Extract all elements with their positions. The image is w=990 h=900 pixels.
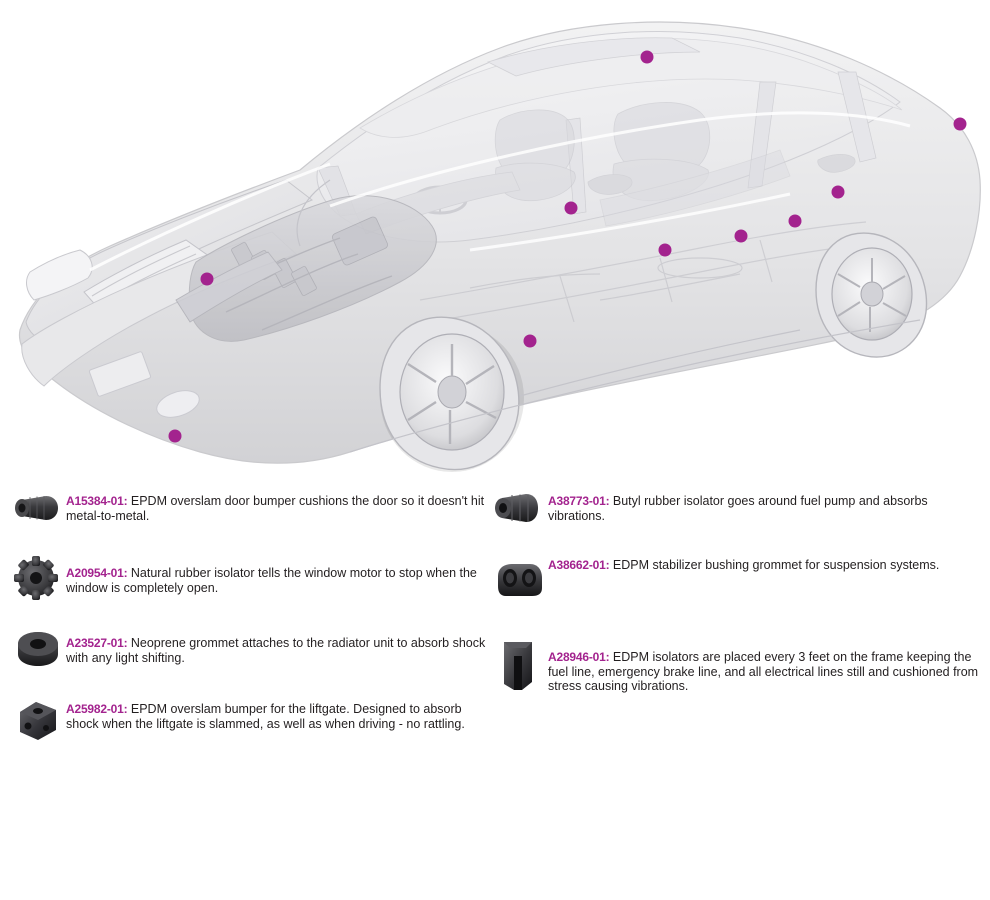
hotspot-rear-quarter[interactable] <box>954 118 967 131</box>
part-code: A15384-01: <box>66 494 128 508</box>
legend-item[interactable] <box>10 554 490 606</box>
part-description: Butyl rubber isolator goes around fuel pump and absorbs vibrations. <box>548 494 928 523</box>
legend-text <box>66 694 490 731</box>
legend-text <box>548 554 939 573</box>
parts-legend <box>0 484 990 784</box>
oversslam-door-bumper-thumb <box>10 484 66 536</box>
part-description: Neoprene grommet attaches to the radiator unit to absorb shock with any light shifting. <box>66 636 486 665</box>
butyl-rubber-isolator-thumb <box>492 484 548 536</box>
hotspot-front-bumper[interactable] <box>169 430 182 443</box>
legend-text <box>548 636 982 694</box>
part-description: EPDM overslam door bumper cushions the door so it doesn't hit metal-to-metal. <box>66 494 485 523</box>
natural-rubber-isolator-thumb <box>10 554 66 606</box>
legend-text <box>66 484 490 523</box>
legend-item[interactable] <box>492 554 982 606</box>
legend-text <box>66 554 490 595</box>
legend-text <box>66 624 490 665</box>
hotspot-sunroof[interactable] <box>641 51 654 64</box>
part-code: A38773-01: <box>548 494 610 508</box>
part-description: EDPM isolators are placed every 3 feet on the frame keeping the fuel line, emergency brake line, and all electrical lines still and cushioned from stress causing vibrations. <box>548 650 979 694</box>
part-code: A25982-01: <box>66 702 128 716</box>
hotspot-center-console[interactable] <box>735 230 748 243</box>
legend-column-right <box>492 484 982 712</box>
part-description: EPDM overslam bumper for the liftgate. Designed to absorb shock when the liftgate is slammed, as well as when driving - no rattling. <box>66 702 465 731</box>
neoprene-grommet-thumb <box>10 624 66 676</box>
legend-item[interactable] <box>492 484 982 536</box>
legend-item[interactable] <box>10 624 490 676</box>
part-description: EDPM stabilizer bushing grommet for suspension systems. <box>612 558 940 572</box>
liftgate-overslam-bumper-thumb <box>10 694 66 746</box>
legend-item[interactable] <box>10 484 490 536</box>
part-code: A38662-01: <box>548 558 610 572</box>
hotspot-floor-pan[interactable] <box>659 244 672 257</box>
legend-column-left <box>10 484 490 764</box>
hotspot-rocker-panel[interactable] <box>524 335 537 348</box>
hotspot-rear-seat[interactable] <box>789 215 802 228</box>
stabilizer-bushing-grommet-thumb <box>492 554 548 606</box>
hotspot-windshield-base[interactable] <box>565 202 578 215</box>
part-description: Natural rubber isolator tells the window motor to stop when the window is completely open. <box>66 566 477 595</box>
part-code: A20954-01: <box>66 566 128 580</box>
legend-text <box>548 484 982 523</box>
part-code: A28946-01: <box>548 650 610 664</box>
hotspot-rear-door[interactable] <box>832 186 845 199</box>
edpm-isolator-clip-thumb <box>492 636 548 688</box>
part-code: A23527-01: <box>66 636 128 650</box>
legend-item[interactable] <box>10 694 490 746</box>
legend-item[interactable] <box>492 636 982 694</box>
hotspot-engine-bay[interactable] <box>201 273 214 286</box>
